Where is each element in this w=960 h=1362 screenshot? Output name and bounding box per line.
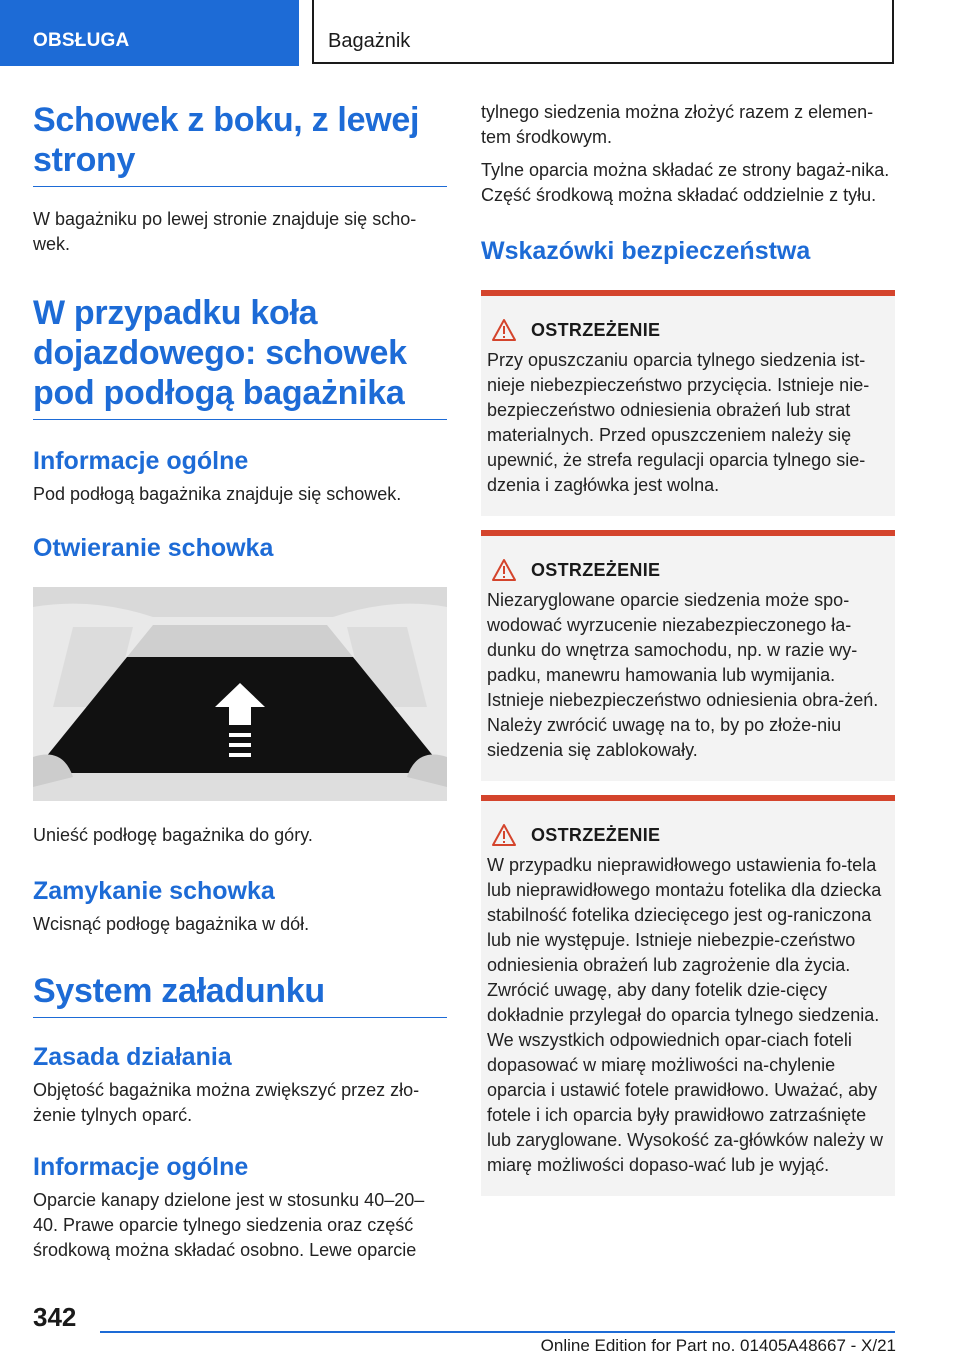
left-column [33, 100, 447, 1263]
warning-triangle-icon [491, 318, 517, 342]
warning-box [481, 530, 895, 781]
warning-text: W przypadku nieprawidłowego ustawienia fo-tela lub nieprawidłowego montażu fotelika dla dziecka stabilność fotelika dziecięcego jest og-raniczona lub nie występuje. Istnieje niebezpie-czeństwo odniesienia obrażeń lub zagrożenie dla życia. Zwrócić uwagę, aby dany fotelik dzie-cięcy dokładnie przylegał do oparcia tylnego siedzenia. We wszystkich odpowiednich opar-ciach foteli dopasować w miarę możliwości na-chylenie oparcia i ustawić fotele prawidłowo. Uważać, aby fotele i ich oparcia były prawidłowo zatrzaśnięte lub zaryglowane. Wysokość za-główków należy w miarę możliwości dopaso-wać lub je wyjąć. [487, 855, 883, 1175]
heading-closing: Zamykanie schowka [33, 877, 275, 905]
warning-text: Niezaryglowane oparcie siedzenia może spo-wodować wyrzucenie niezabezpieczonego ła-dunku do wnętrza samochodu, np. w razie wy-padku, manewru hamowania lub wymijania. Istnieje niebezpieczeństwo odniesienia obra-żeń. Należy zwrócić uwagę na to, by po złoże-niu siedzenia się zablokowały. [487, 590, 879, 760]
heading-general-info: Informacje ogólne [33, 447, 249, 475]
heading-spare-wheel: W przypadku koła dojazdowego: schowek pod podłogą bagażnika [33, 293, 447, 420]
trunk-floor-diagram [33, 587, 447, 801]
paragraph-lift-floor: Unieść podłogę bagażnika do góry. [33, 825, 313, 845]
warning-triangle-icon [491, 823, 517, 847]
warning-title: OSTRZEŻENIE [531, 319, 661, 340]
right-column [481, 100, 895, 1196]
edition-note: Online Edition for Part no. 01405A48667 - X/21 [540, 1336, 896, 1355]
page-number: 342 [33, 1302, 77, 1332]
chapter-title: Bagażnik [328, 30, 411, 52]
heading-opening: Otwieranie schowka [33, 534, 274, 562]
page-header [0, 0, 960, 66]
warning-box [481, 290, 895, 516]
paragraph-closing: Wcisnąć podłogę bagażnika w dół. [33, 914, 310, 934]
section-label: OBSŁUGA [33, 30, 130, 51]
warning-title: OSTRZEŻENIE [531, 559, 661, 580]
paragraph-side-compartment: W bagażniku po lewej stronie znajduje się scho-wek. [33, 209, 417, 254]
heading-load-system: System załadunku [33, 971, 447, 1018]
paragraph-backrests: Tylne oparcia można składać ze strony bagaż-nika. Część środkową można składać oddzielnie z tyłu. [481, 160, 890, 205]
warning-triangle-icon [491, 558, 517, 582]
heading-principle: Zasada działania [33, 1043, 232, 1071]
footer-rule [100, 1331, 895, 1333]
warning-text: Przy opuszczaniu oparcia tylnego siedzenia ist-nieje niebezpieczeństwo przycięcia. Istnieje nie-bezpieczeństwo odniesienia obrażeń lub strat materialnych. Przed opuszczeniem należy się upewnić, że strefa regulacji oparcia tylnego sie-dzenia i zagłówka jest wolna. [487, 350, 870, 495]
heading-general-info-2: Informacje ogólne [33, 1153, 249, 1181]
paragraph-general-info-2: Oparcie kanapy dzielone jest w stosunku 40–20–40. Prawe oparcie tylnego siedzenia oraz część środkową można składać osobno. Lewe oparcie [33, 1190, 425, 1260]
heading-safety: Wskazówki bezpieczeństwa [481, 237, 811, 265]
warning-title: OSTRZEŻENIE [531, 824, 661, 845]
warning-box [481, 795, 895, 1196]
section-tab [0, 0, 299, 66]
paragraph-principle: Objętość bagażnika można zwiększyć przez zło-żenie tylnych oparć. [33, 1080, 420, 1125]
trunk-floor-illustration [33, 587, 447, 801]
paragraph-continued: tylnego siedzenia można złożyć razem z elemen-tem środkowym. [481, 102, 874, 147]
chapter-tab [312, 0, 894, 64]
paragraph-general-info: Pod podłogą bagażnika znajduje się schowek. [33, 484, 402, 504]
heading-side-compartment: Schowek z boku, z lewej strony [33, 100, 447, 187]
